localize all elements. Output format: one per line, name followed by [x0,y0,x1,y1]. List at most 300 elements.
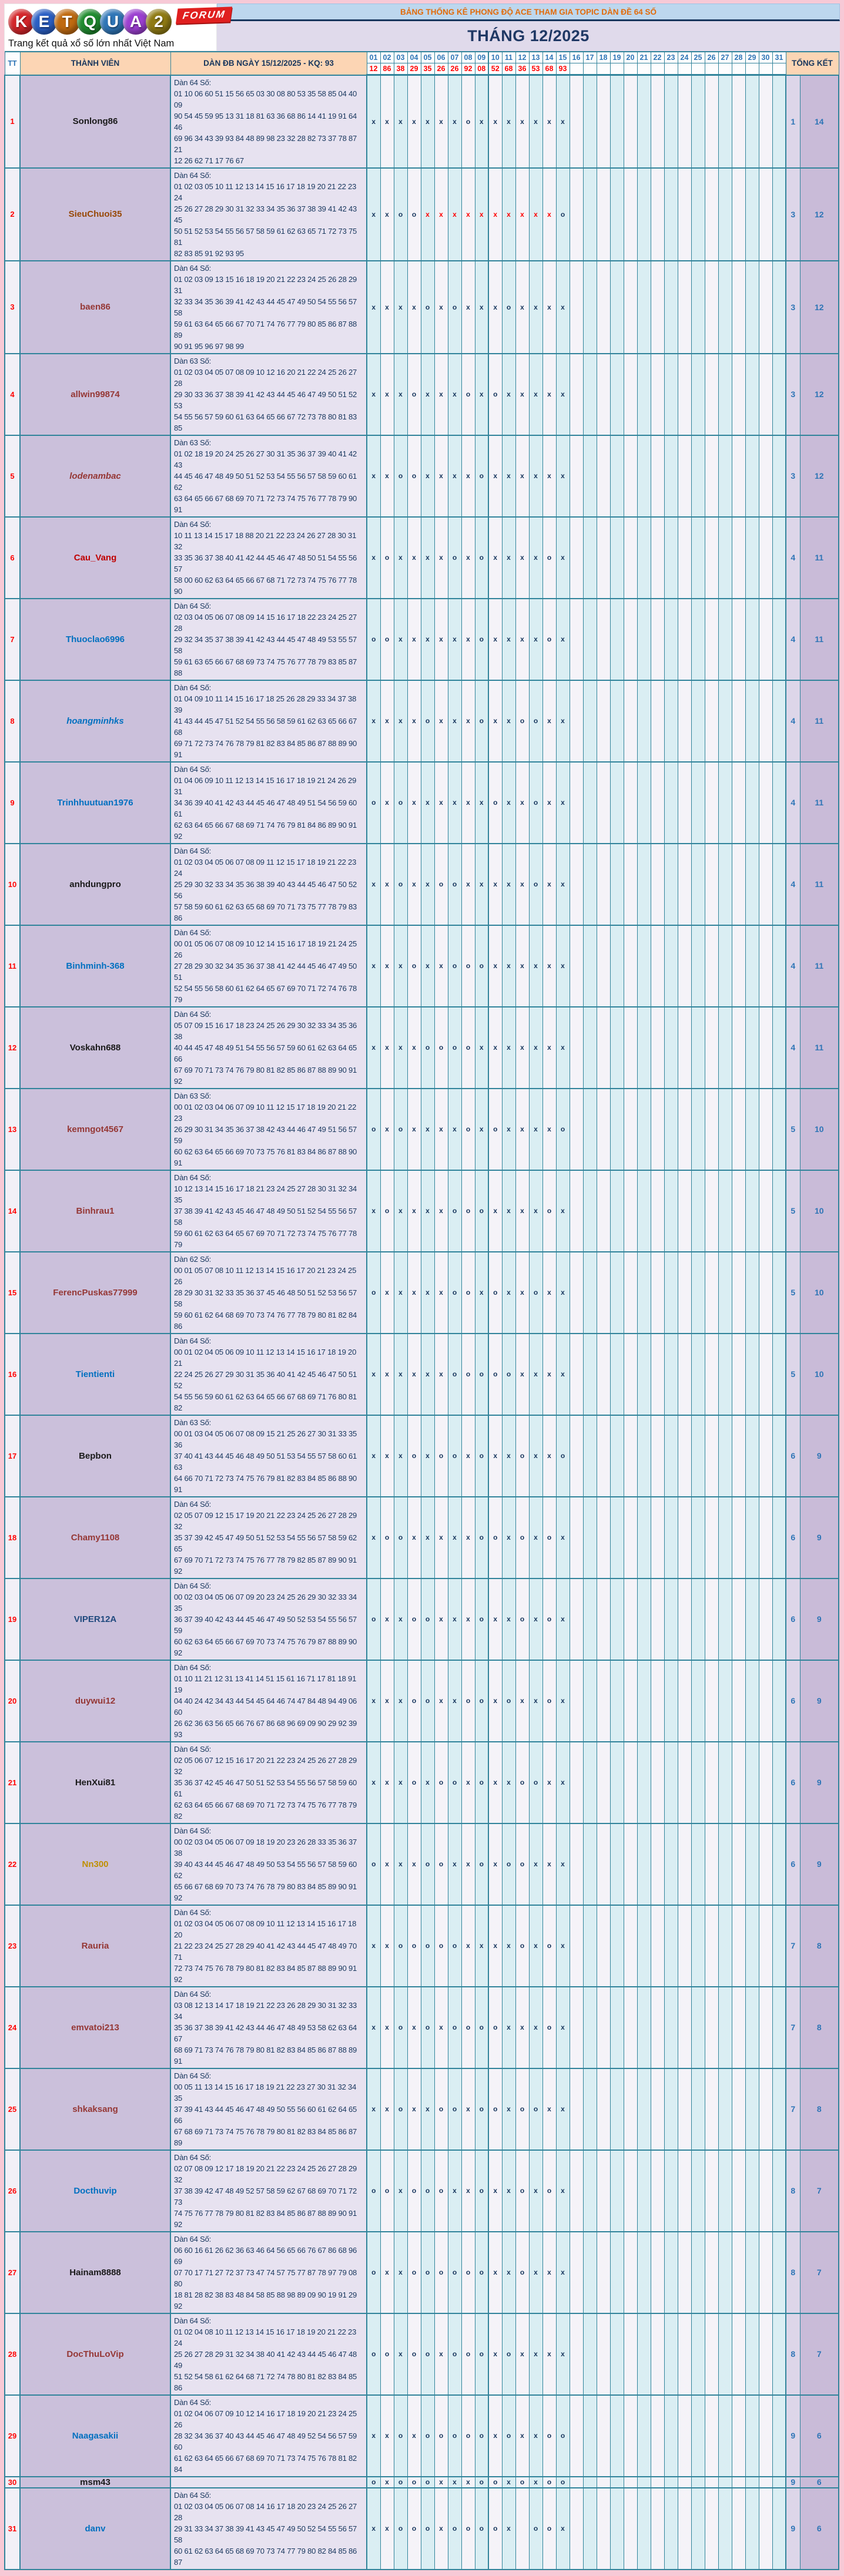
kq-value-day-22 [651,63,664,75]
number-line: 01 02 03 04 05 06 07 08 14 16 17 18 20 23 24 25 26 27 28 [174,2501,357,2522]
col-header-day-03: 03 [394,52,407,63]
number-line: 35 36 37 42 45 46 47 50 51 52 53 54 55 56 57 58 59 60 61 [174,1778,357,1798]
mark-day-09: o [475,1334,488,1415]
mark-day-04: o [407,2477,421,2488]
mark-day-15: x [556,2488,570,2570]
member-name: Binhminh-368 [20,925,170,1007]
mark-day-13: x [529,2313,542,2395]
total-hit-count: 12 [800,168,839,261]
mark-day-10: x [488,1007,502,1089]
mark-day-16 [570,2068,583,2150]
mark-day-05: o [421,261,434,354]
number-line: 29 32 34 35 37 38 39 41 42 43 44 45 47 48 49 53 55 57 58 [174,634,357,655]
mark-day-26 [705,1089,718,1170]
mark-day-26 [705,1660,718,1742]
mark-day-01: x [367,1415,380,1497]
mark-day-01: x [367,517,380,599]
number-set [170,1905,367,1987]
mark-day-17 [583,1007,597,1089]
dan-label: Dàn 64 Số: [174,2071,212,2080]
mark-day-24 [678,1742,691,1823]
number-line: 01 02 03 04 05 06 07 08 09 11 12 15 17 18 19 21 22 23 24 [174,857,357,878]
mark-day-04: x [407,1497,421,1578]
mark-day-27 [718,75,732,168]
member-name: FerencPuskas77999 [20,1252,170,1334]
number-line: 41 43 44 45 47 51 52 54 55 56 58 59 61 62 63 65 66 67 68 [174,716,357,737]
total-hit-count: 11 [800,680,839,762]
mark-day-17 [583,1905,597,1987]
number-line: 12 26 62 71 17 76 67 [174,156,244,165]
number-line: 01 10 06 60 51 15 56 65 03 30 08 80 53 35 58 85 04 40 09 [174,89,357,109]
mark-day-25 [691,1170,705,1252]
mark-day-07: x [448,2477,461,2488]
mark-day-03: o [394,1987,407,2068]
number-line: 26 29 30 31 34 35 36 37 38 42 43 44 46 47 49 51 56 57 59 [174,1124,357,1145]
mark-day-14: o [542,517,556,599]
total-miss-count: 6 [786,1660,800,1742]
mark-day-14: o [542,1170,556,1252]
row-number: 18 [5,1497,20,1578]
member-name: DocThuLoVip [20,2313,170,2395]
mark-day-23 [664,599,678,680]
mark-day-08: o [461,1089,475,1170]
mark-day-09: x [475,1905,488,1987]
mark-day-30 [759,2488,772,2570]
dan-label: Dàn 64 Số: [174,519,212,529]
number-line: 35 37 39 42 45 47 49 50 51 52 53 54 55 56 57 58 59 62 65 [174,1533,357,1553]
mark-day-23 [664,2477,678,2488]
mark-day-26 [705,1007,718,1089]
col-header-day-21: 21 [637,52,651,63]
mark-day-03: o [394,1089,407,1170]
mark-day-16 [570,261,583,354]
member-name: Thuoclao6996 [20,599,170,680]
mark-day-23 [664,1660,678,1742]
mark-day-02: x [380,2068,394,2150]
mark-day-13: x [529,435,542,517]
mark-day-13: x [529,261,542,354]
mark-day-26 [705,762,718,844]
mark-day-04: x [407,1823,421,1905]
number-set [170,1578,367,1660]
number-line: 10 11 13 14 15 17 18 88 20 21 22 23 24 26 27 28 30 31 32 [174,530,357,551]
mark-day-24 [678,1252,691,1334]
mark-day-16 [570,1823,583,1905]
mark-day-28 [732,2068,745,2150]
mark-day-17 [583,2068,597,2150]
mark-day-15: x [556,2150,570,2232]
mark-day-01: x [367,1170,380,1252]
mark-day-01: x [367,1660,380,1742]
mark-day-11: o [502,261,515,354]
mark-day-16 [570,844,583,925]
mark-day-15: x [556,1905,570,1987]
mark-day-26 [705,2488,718,2570]
kq-value-day-05: 35 [421,63,434,75]
mark-day-16 [570,1334,583,1415]
mark-day-31 [772,517,786,599]
mark-day-13: x [529,1987,542,2068]
total-miss-count: 9 [786,2488,800,2570]
logo-letter-ball: K [8,9,34,35]
dan-label: Dàn 63 Số: [174,356,212,365]
mark-day-01: o [367,762,380,844]
number-line: 36 37 39 40 42 43 44 45 46 47 49 50 52 53 54 55 56 57 59 [174,1614,357,1635]
number-line: 62 63 64 65 66 67 68 69 71 74 76 79 81 84 86 89 90 91 92 [174,820,357,841]
number-set [170,762,367,844]
col-header-day-18: 18 [597,52,610,63]
mark-day-26 [705,1578,718,1660]
mark-day-19 [610,517,624,599]
number-line: 00 01 05 07 08 10 11 12 13 14 15 16 17 20 21 23 24 25 26 [174,1265,357,1286]
mark-day-30 [759,1987,772,2068]
mark-day-04: o [407,1415,421,1497]
mark-day-30 [759,2150,772,2232]
mark-day-25 [691,517,705,599]
mark-day-24 [678,1334,691,1415]
dan-label: Dàn 64 Số: [174,2234,212,2243]
mark-day-12: o [515,2150,529,2232]
kq-value-day-15: 93 [556,63,570,75]
mark-day-04: x [407,680,421,762]
mark-day-31 [772,762,786,844]
mark-day-02: o [380,2313,394,2395]
mark-day-11: x [502,762,515,844]
mark-day-22 [651,517,664,599]
mark-day-13: x [529,925,542,1007]
dan-label: Dàn 63 Số: [174,438,212,447]
mark-day-01: x [367,1334,380,1415]
number-set [170,2068,367,2150]
dan-label: Dàn 64 Số: [174,78,212,87]
number-set [170,2477,367,2488]
mark-day-10: o [488,1252,502,1334]
mark-day-24 [678,168,691,261]
mark-day-18 [597,435,610,517]
mark-day-25 [691,1007,705,1089]
mark-day-24 [678,435,691,517]
mark-day-10: x [488,1742,502,1823]
number-line: 04 40 24 42 34 43 44 54 45 64 46 74 47 84 48 94 49 06 60 [174,1696,357,1717]
number-line: 82 83 85 91 92 93 95 [174,248,244,258]
mark-day-31 [772,168,786,261]
mark-day-11: x [502,1170,515,1252]
mark-day-30 [759,1170,772,1252]
mark-day-20 [624,1170,637,1252]
number-line: 67 69 70 71 73 74 76 79 80 81 82 85 86 87 88 89 90 91 92 [174,1065,357,1086]
kq-value-day-04: 29 [407,63,421,75]
mark-day-25 [691,2068,705,2150]
mark-day-14: x [542,435,556,517]
total-hit-count: 8 [800,1987,839,2068]
mark-day-05: o [421,2232,434,2313]
mark-day-20 [624,1252,637,1334]
mark-day-27 [718,1660,732,1742]
member-row-Nn300 [5,1823,839,1905]
mark-day-27 [718,2488,732,2570]
mark-day-13: x [529,1170,542,1252]
mark-day-11: x [502,2150,515,2232]
mark-day-11: x [502,517,515,599]
mark-day-26 [705,2150,718,2232]
mark-day-30 [759,2232,772,2313]
mark-day-12 [515,2488,529,2570]
mark-day-28 [732,1578,745,1660]
mark-day-15: o [556,168,570,261]
member-name: msm43 [20,2477,170,2488]
mark-day-20 [624,1823,637,1905]
dan-label: Dàn 64 Số: [174,1907,212,1917]
total-hit-count: 12 [800,261,839,354]
col-header-day-30: 30 [759,52,772,63]
mark-day-31 [772,75,786,168]
mark-day-08: x [461,1578,475,1660]
dan-label: Dàn 64 Số: [174,263,212,273]
mark-day-16 [570,1578,583,1660]
mark-day-27 [718,517,732,599]
member-row-msm43 [5,2477,839,2488]
mark-day-30 [759,925,772,1007]
mark-day-22 [651,1415,664,1497]
number-line: 00 05 11 13 14 15 16 17 18 19 21 22 23 27 30 31 32 34 35 [174,2082,357,2103]
number-set [170,517,367,599]
mark-day-30 [759,1007,772,1089]
mark-day-10: o [488,2488,502,2570]
mark-day-15: o [556,2395,570,2477]
mark-day-17 [583,517,597,599]
number-line: 64 66 70 71 72 73 74 75 76 79 81 82 83 84 85 86 88 90 91 [174,1473,357,1494]
kq-value-day-24 [678,63,691,75]
mark-day-19 [610,75,624,168]
mark-day-23 [664,2150,678,2232]
mark-day-14: o [542,1905,556,1987]
mark-day-18 [597,2150,610,2232]
mark-day-16 [570,2477,583,2488]
mark-day-25 [691,1823,705,1905]
mark-day-17 [583,2477,597,2488]
mark-day-19 [610,354,624,435]
mark-day-16 [570,2395,583,2477]
mark-day-27 [718,354,732,435]
row-number: 1 [5,75,20,168]
kq-value-day-11: 68 [502,63,515,75]
col-header-member: THÀNH VIÊN [20,52,170,75]
number-line: 59 60 61 62 64 68 69 70 73 74 76 77 78 79 80 81 82 84 86 [174,1310,357,1331]
mark-day-02: x [380,2488,394,2570]
number-line: 61 62 63 64 65 66 67 68 69 70 71 73 74 75 76 78 81 82 84 [174,2453,357,2474]
mark-day-28 [732,925,745,1007]
number-line: 01 02 03 04 05 06 07 08 09 10 11 12 13 14 15 16 17 18 20 [174,1919,357,1939]
mark-day-14: x [542,925,556,1007]
mark-day-24 [678,1497,691,1578]
row-number: 23 [5,1905,20,1987]
mark-day-28 [732,1252,745,1334]
kq-value-day-18 [597,63,610,75]
mark-day-02: x [380,2395,394,2477]
total-miss-count: 3 [786,354,800,435]
mark-day-03: o [394,168,407,261]
number-line: 25 26 27 28 29 31 32 34 38 40 41 42 43 44 45 46 47 48 49 [174,2349,357,2370]
number-line: 01 02 03 05 10 11 12 13 14 15 16 17 18 19 20 21 22 23 24 [174,182,357,202]
mark-day-26 [705,75,718,168]
mark-day-01: x [367,2488,380,2570]
kq-value-day-16 [570,63,583,75]
mark-day-21 [637,1742,651,1823]
mark-day-23 [664,354,678,435]
mark-day-09: o [475,435,488,517]
mark-day-25 [691,762,705,844]
mark-day-19 [610,1660,624,1742]
mark-day-17 [583,261,597,354]
kq-value-day-06: 26 [434,63,448,75]
mark-day-29 [745,168,759,261]
mark-day-25 [691,2232,705,2313]
logo-letter-ball: T [54,9,80,35]
mark-day-01: x [367,2068,380,2150]
mark-day-11: x [502,168,515,261]
mark-day-29 [745,1170,759,1252]
stats-table [4,51,839,2570]
mark-day-05: x [421,75,434,168]
mark-day-04: o [407,354,421,435]
mark-day-18 [597,1497,610,1578]
mark-day-03: x [394,2232,407,2313]
member-name: danv [20,2488,170,2570]
number-set [170,1987,367,2068]
row-number: 13 [5,1089,20,1170]
mark-day-13: o [529,844,542,925]
number-line: 40 44 45 47 48 49 51 54 55 56 57 59 60 61 62 63 64 65 66 [174,1043,357,1063]
mark-day-10: x [488,925,502,1007]
mark-day-26 [705,1823,718,1905]
number-line: 01 02 04 08 10 11 12 13 14 15 16 17 18 19 20 21 22 23 24 [174,2327,357,2347]
mark-day-30 [759,517,772,599]
member-row-Tientienti [5,1334,839,1415]
number-line: 34 36 39 40 41 42 43 44 45 46 47 48 49 51 54 56 59 60 61 [174,798,357,818]
mark-day-27 [718,1578,732,1660]
mark-day-21 [637,1334,651,1415]
mark-day-08: o [461,1007,475,1089]
col-header-day-08: 08 [461,52,475,63]
mark-day-18 [597,925,610,1007]
member-name: SieuChuoi35 [20,168,170,261]
mark-day-31 [772,599,786,680]
number-line: 18 81 28 82 38 83 48 84 58 85 88 98 89 09 90 19 91 29 92 [174,2290,357,2310]
mark-day-28 [732,2313,745,2395]
member-row-Voskahn688 [5,1007,839,1089]
mark-day-13: o [529,680,542,762]
mark-day-04: x [407,75,421,168]
mark-day-16 [570,435,583,517]
mark-day-07: o [448,261,461,354]
mark-day-18 [597,1578,610,1660]
mark-day-20 [624,1497,637,1578]
mark-day-05: x [421,1089,434,1170]
number-line: 29 30 33 36 37 38 39 41 42 43 44 45 46 47 49 50 51 52 53 [174,389,357,410]
member-name: baen86 [20,261,170,354]
member-name: VIPER12A [20,1578,170,1660]
mark-day-27 [718,1905,732,1987]
dan-label: Dàn 63 Số: [174,1418,212,1427]
mark-day-22 [651,680,664,762]
mark-day-29 [745,925,759,1007]
mark-day-25 [691,2313,705,2395]
number-line: 54 55 56 57 59 60 61 63 64 65 66 67 72 73 78 80 81 83 85 [174,412,357,432]
mark-day-06: x [434,1660,448,1742]
mark-day-04: x [407,1334,421,1415]
mark-day-05: o [421,1987,434,2068]
mark-day-14: o [542,599,556,680]
mark-day-07: x [448,1089,461,1170]
mark-day-14: o [542,1987,556,2068]
mark-day-01: x [367,1007,380,1089]
mark-day-07: o [448,2068,461,2150]
mark-day-12: o [515,2477,529,2488]
total-hit-count: 7 [800,2150,839,2232]
mark-day-03: o [394,762,407,844]
mark-day-21 [637,1497,651,1578]
member-name: Tientienti [20,1334,170,1415]
mark-day-20 [624,2395,637,2477]
mark-day-04: o [407,2488,421,2570]
mark-day-23 [664,2068,678,2150]
mark-day-25 [691,2395,705,2477]
mark-day-29 [745,2068,759,2150]
mark-day-31 [772,435,786,517]
mark-day-29 [745,680,759,762]
mark-day-20 [624,517,637,599]
mark-day-26 [705,1497,718,1578]
mark-day-24 [678,261,691,354]
mark-day-08: o [461,75,475,168]
mark-day-15: x [556,680,570,762]
number-set [170,2395,367,2477]
mark-day-25 [691,1742,705,1823]
mark-day-24 [678,75,691,168]
mark-day-07: x [448,1497,461,1578]
mark-day-06: x [434,435,448,517]
mark-day-10: o [488,1987,502,2068]
member-row-Naagasakii [5,2395,839,2477]
mark-day-08: x [461,599,475,680]
mark-day-10: x [488,599,502,680]
mark-day-10: x [488,680,502,762]
mark-day-17 [583,2150,597,2232]
mark-day-15: x [556,844,570,925]
mark-day-20 [624,1742,637,1823]
mark-day-07: x [448,168,461,261]
mark-day-06: o [434,2068,448,2150]
logo-letter-ball: Q [77,9,103,35]
total-hit-count: 11 [800,844,839,925]
mark-day-01: x [367,354,380,435]
mark-day-22 [651,2488,664,2570]
mark-day-20 [624,1987,637,2068]
mark-day-20 [624,2150,637,2232]
mark-day-21 [637,2232,651,2313]
mark-day-30 [759,2313,772,2395]
total-miss-count: 4 [786,599,800,680]
mark-day-14: x [542,1334,556,1415]
number-set [170,1334,367,1415]
mark-day-19 [610,2068,624,2150]
mark-day-03: x [394,599,407,680]
dan-label: Dàn 64 Số: [174,1173,212,1182]
mark-day-17 [583,2488,597,2570]
mark-day-23 [664,2488,678,2570]
col-header-tt: TT [5,52,20,75]
mark-day-01: x [367,2395,380,2477]
